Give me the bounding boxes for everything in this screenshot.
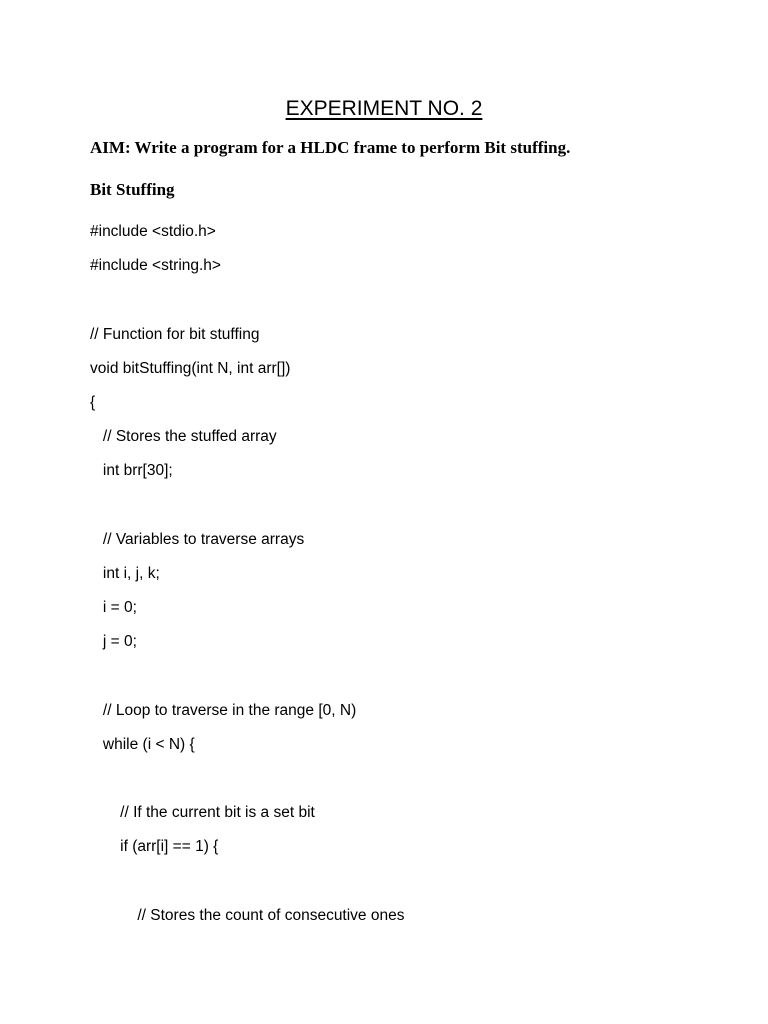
code-line [90, 664, 730, 698]
code-line: int i, j, k; [90, 564, 160, 582]
code-line: j = 0; [90, 633, 137, 651]
code-line: while (i < N) { [90, 735, 195, 753]
code-block [90, 220, 730, 938]
code-line: #include <string.h> [90, 257, 221, 275]
code-line: i = 0; [90, 599, 137, 617]
code-line: // Stores the stuffed array [90, 428, 277, 446]
aim-statement: AIM: Write a program for a HLDC frame to perform Bit stuffing. [90, 138, 571, 157]
code-line: // Loop to traverse in the range [0, N) [90, 701, 357, 719]
code-line: void bitStuffing(int N, int arr[]) [90, 359, 291, 377]
code-line: #include <stdio.h> [90, 223, 216, 240]
section-heading: Bit Stuffing [90, 180, 175, 199]
code-line: int brr[30]; [90, 462, 173, 480]
code-line [90, 288, 730, 322]
code-line: if (arr[i] == 1) { [90, 838, 219, 856]
code-line: { [90, 393, 96, 411]
code-line [90, 494, 730, 528]
code-line: // If the current bit is a set bit [90, 804, 315, 822]
code-line [90, 767, 730, 801]
code-line [90, 870, 730, 904]
code-line: // Stores the count of consecutive ones [90, 906, 405, 924]
code-line: // Variables to traverse arrays [90, 530, 305, 548]
code-line: // Function for bit stuffing [90, 325, 260, 343]
experiment-title: EXPERIMENT NO. 2 [285, 97, 483, 120]
